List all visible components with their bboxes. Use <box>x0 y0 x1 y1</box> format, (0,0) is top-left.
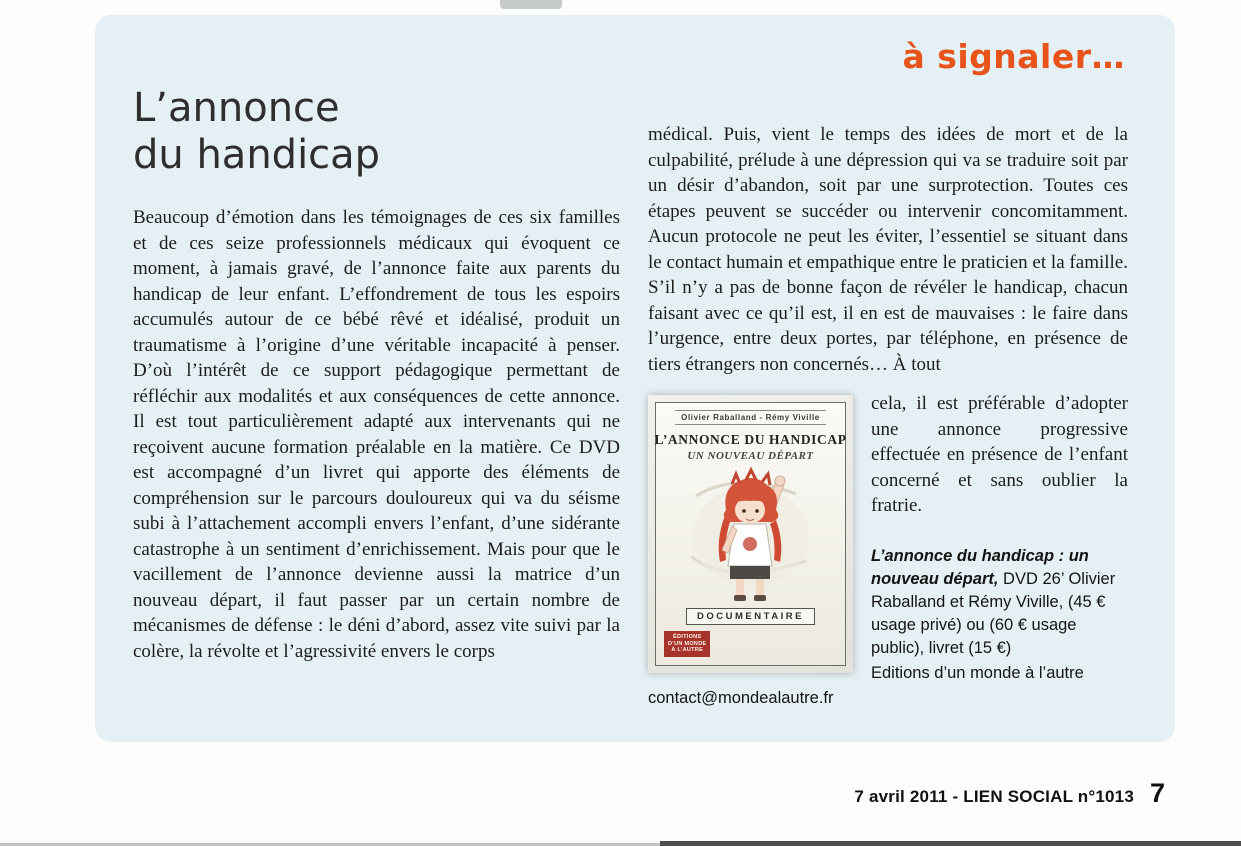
dvd-genre-label: DOCUMENTAIRE <box>686 608 815 625</box>
caption-details: DVD 26’ Olivier Raballand et Rémy Viville, (45 € usage privé) ou (60 € usage public), livret (15 €) <box>871 569 1116 657</box>
footer-issue-text: 7 avril 2011 - LIEN SOCIAL n°1013 <box>854 787 1134 806</box>
dvd-footer <box>660 631 841 657</box>
publisher-logo-line: D’UN MONDE <box>668 640 707 647</box>
column-left <box>133 15 620 742</box>
caption-title: L’annonce du handicap : un nouveau départ, <box>871 546 1089 588</box>
dvd-title: L’ANNONCE DU HANDICAP <box>654 432 847 447</box>
girl-illustration <box>676 466 826 604</box>
article-columns <box>133 15 1128 742</box>
footer-page-number: 7 <box>1149 778 1165 808</box>
publisher-logo-line: ÉDITIONS <box>673 634 702 640</box>
scan-artifact-top <box>500 0 562 9</box>
media-block <box>648 391 1128 710</box>
title-line-1: L’annonce <box>133 85 340 131</box>
column-right <box>648 15 1128 742</box>
paragraph-wrap: cela, il est préférable d’adopter une annonce progressive effectuée en présence de l’enfant concerné et sans oublier la fratrie. <box>871 393 1128 516</box>
dvd-cover-inner <box>655 402 846 666</box>
dvd-subtitle: UN NOUVEAU DÉPART <box>687 450 814 462</box>
article-title <box>133 85 620 179</box>
title-line-2: du handicap <box>133 132 381 179</box>
paragraph-right: médical. Puis, vient le temps des idées de mort et de la culpabilité, prélude à une dépression qui va se traduire soit par un désir d’abandon, soit par une surprotection. Toutes ces étapes peuvent se succéder ou intervenir concomitamment. Aucun protocole ne peut les éviter, l’essentiel se situant dans le contact humain et empathique entre le praticien et la famille. S’il n’y a pas de bonne façon de révéler le handicap, chacun faisant avec ce qu’il est, il en est de mauvaises : le faire dans l’urgence, entre deux portes, par téléphone, en présence de tiers étrangers non concernés… À tout <box>648 124 1128 375</box>
publisher-logo <box>664 631 710 657</box>
dvd-authors: Olivier Raballand - Rémy Viville <box>675 410 826 425</box>
article-panel <box>95 15 1175 742</box>
scan-artifact-bottom-dark <box>660 841 1241 846</box>
dvd-cover-image <box>648 395 853 673</box>
caption-publisher: Editions d’un monde à l’autre <box>871 663 1084 682</box>
section-label: à signaler… <box>902 37 1125 76</box>
page-footer <box>854 778 1165 809</box>
publisher-logo-line: À L’AUTRE <box>671 647 704 653</box>
paragraph-left: Beaucoup d’émotion dans les témoignages de ces six familles et de ces seize professionnels médicaux qui évoquent ce moment, à jamais gravé, de l’annonce faite aux parents du handicap de leur enfant. L’effondrement de tous les espoirs accumulés autour de ce bébé rêvé et idéalisé, produit un traumatisme à l’origine d’une véritable incapacité à penser. D’où l’intérêt de ce support pédagogique permettant de réfléchir aux modalités et aux conséquences de cette annonce. Il est tout particulièrement adapté aux intervenants qui ne reçoivent aucune formation préalable en la matière. Ce DVD est accompagné d’un livret qui apporte des éléments de compréhension sur le parcours douloureux qui va du séisme subi à l’attachement accompli envers l’enfant, d’une sidérante catastrophe à un sentiment d’enrichissement. Mais pour que le vacillement de l’annonce devienne aussi la matrice d’un nouveau départ, il faut passer par un certain nombre de mécanismes de défense : le déni d’abord, assez vite suivi par la colère, la révolte et l’agressivité envers le corps <box>133 207 620 662</box>
caption-contact-email: contact@mondealautre.fr <box>648 688 834 707</box>
